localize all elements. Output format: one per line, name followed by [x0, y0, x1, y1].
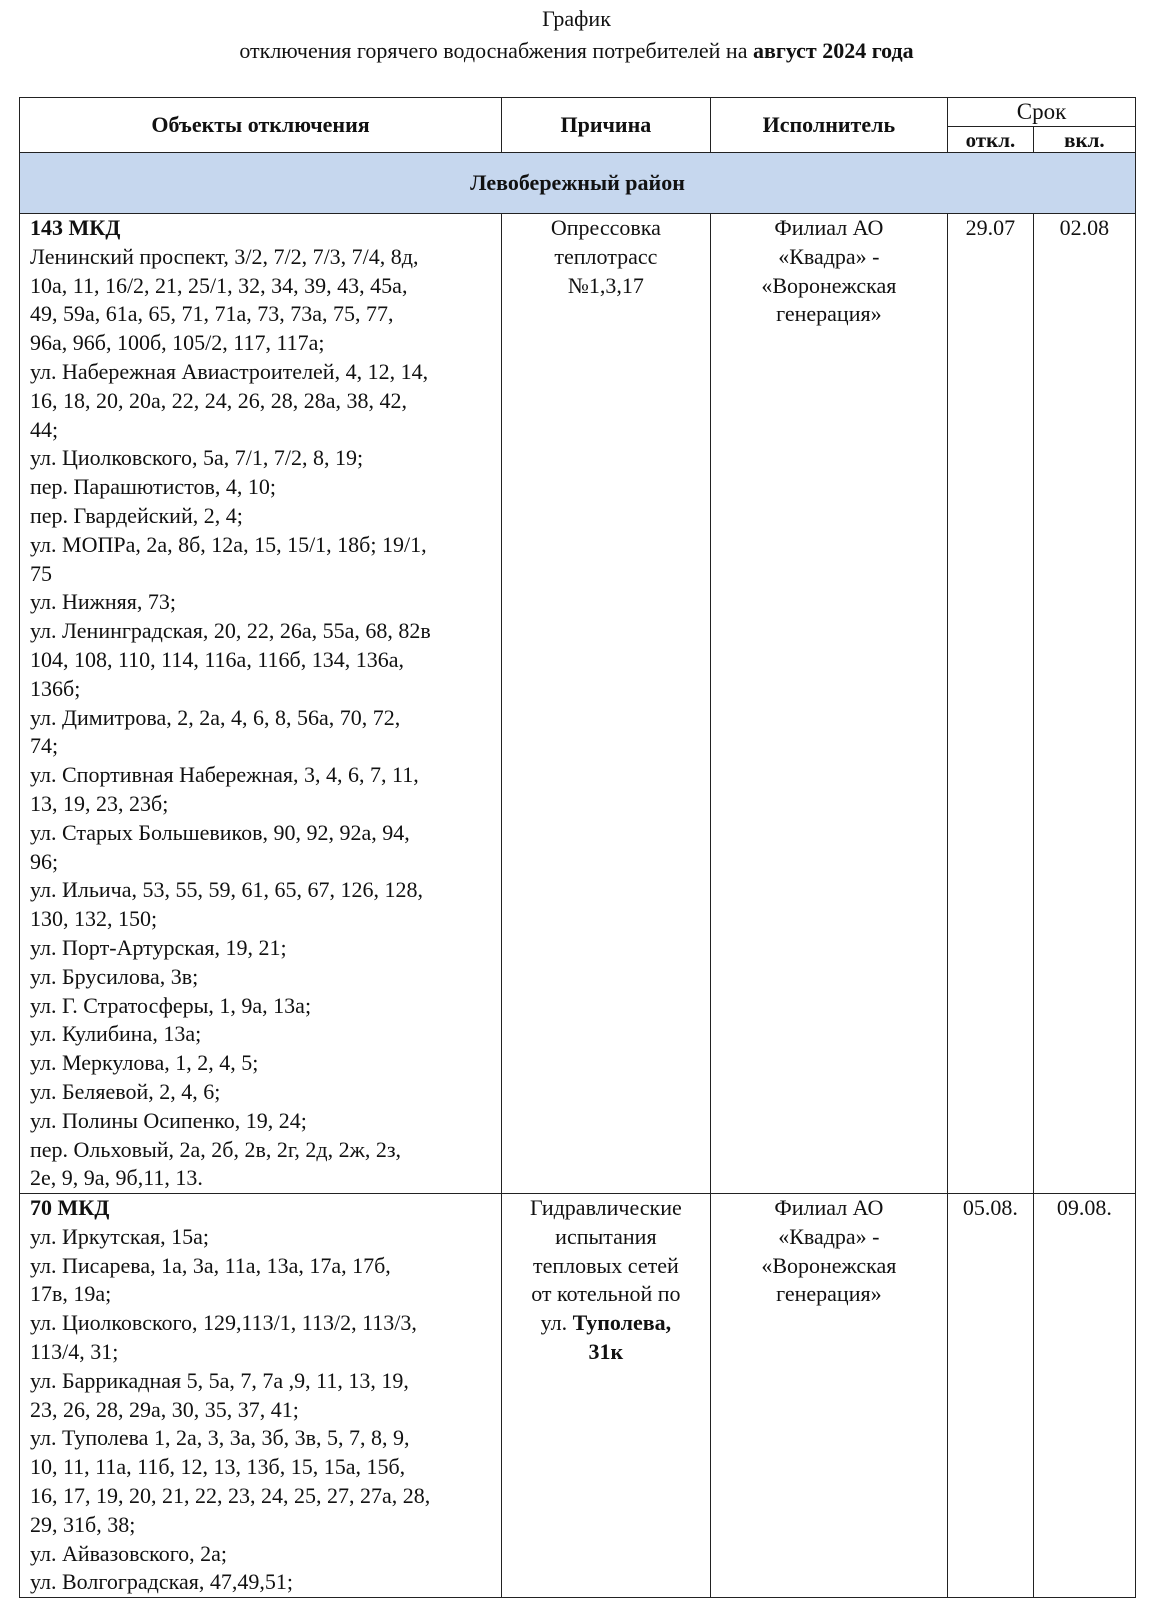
- text-line: теплотрасс: [554, 243, 658, 269]
- text-line: 16, 17, 19, 20, 21, 22, 23, 24, 25, 27, 27а, 28,: [30, 1483, 431, 1509]
- text-line: №1,3,17: [567, 272, 644, 298]
- text-line: ул. Волгоградская, 47,49,51;: [30, 1569, 293, 1595]
- text-line: ул. Меркулова, 1, 2, 4, 5;: [30, 1050, 259, 1076]
- text-line: «Воронежская: [761, 1252, 897, 1278]
- executor-cell: [710, 214, 947, 1194]
- district-row: [20, 153, 1136, 214]
- executor-cell: [710, 1194, 947, 1598]
- text-line: Опрессовка: [550, 215, 661, 240]
- text-line: 130, 132, 150;: [30, 906, 158, 932]
- text-line: 29, 31б, 38;: [30, 1511, 136, 1537]
- text-line: 136б;: [30, 675, 81, 701]
- text-line: 16, 18, 20, 20а, 22, 24, 26, 28, 28а, 38, 42,: [30, 387, 408, 413]
- off-date: 29.07: [948, 214, 1034, 1194]
- text-line: пер. Гвардейский, 2, 4;: [30, 502, 243, 528]
- text-line: ул. Айвазовского, 2а;: [30, 1540, 228, 1566]
- text-line: «Квадра» -: [778, 243, 880, 269]
- text-line: ул. Ильича, 53, 55, 59, 61, 65, 67, 126, 128,: [30, 877, 424, 903]
- text-line: ул. Циолковского, 5а, 7/1, 7/2, 8, 19;: [30, 445, 364, 471]
- address-list: [30, 1223, 493, 1597]
- text-line: 10, 11, 11а, 11б, 12, 13, 13б, 15, 15а, 15б,: [30, 1454, 406, 1480]
- text-line: ул. Старых Большевиков, 90, 92, 92а, 94,: [30, 819, 410, 845]
- column-header-term: Срок: [948, 98, 1136, 127]
- text-line: ул. Беляевой, 2, 4, 6;: [30, 1078, 221, 1104]
- table-row: [20, 1194, 1136, 1598]
- text-line: ул. Баррикадная 5, 5а, 7, 7а ,9, 11, 13, 19,: [30, 1367, 409, 1393]
- column-header-objects: Объекты отключения: [20, 98, 502, 153]
- text-line: 96;: [30, 848, 59, 874]
- address-list: [30, 243, 493, 1193]
- text-line: Филиал АО: [774, 215, 884, 240]
- on-date: 09.08.: [1033, 1194, 1135, 1598]
- text-line: 75: [30, 560, 52, 586]
- text-line: Филиал АО: [774, 1195, 884, 1221]
- off-date: 05.08.: [948, 1194, 1034, 1598]
- column-header-reason: Причина: [502, 98, 711, 153]
- text-line: ул. Набережная Авиастроителей, 4, 12, 14,: [30, 358, 429, 384]
- text-line: 104, 108, 110, 114, 116а, 116б, 134, 136а,: [30, 646, 404, 672]
- building-count: 70 МКД: [30, 1195, 110, 1221]
- text-line: ул. Спортивная Набережная, 3, 4, 6, 7, 11,: [30, 762, 419, 788]
- document-subtitle: [0, 36, 1153, 66]
- text-line: Ленинский проспект, 3/2, 7/2, 7/3, 7/4, 8д,: [30, 243, 419, 269]
- text-line: «Квадра» -: [778, 1223, 880, 1249]
- document-title: График: [542, 6, 611, 31]
- text-line: ул. Циолковского, 129,113/1, 113/2, 113/3,: [30, 1310, 417, 1336]
- text-line: генерация»: [776, 301, 882, 327]
- text-line: 17в, 19а;: [30, 1281, 112, 1307]
- reason-street-prefix: ул.: [540, 1310, 573, 1336]
- text-line: ул. Ленинградская, 20, 22, 26а, 55а, 68, 82в: [30, 618, 431, 644]
- text-line: тепловых сетей: [533, 1252, 679, 1278]
- text-line: 74;: [30, 733, 59, 759]
- on-date: 02.08: [1033, 214, 1135, 1194]
- reason-cell: [502, 1194, 711, 1598]
- subtitle-text: отключения горячего водоснабжения потребителей на: [239, 38, 753, 63]
- objects-cell: [20, 214, 502, 1194]
- text-line: 49, 59а, 61а, 65, 71, 71а, 73, 73а, 75, 77,: [30, 301, 394, 327]
- subtitle-period: август 2024 года: [752, 38, 914, 63]
- text-line: испытания: [555, 1223, 657, 1249]
- text-line: «Воронежская: [761, 272, 897, 298]
- text-line: ул. Порт-Артурская, 19, 21;: [30, 934, 287, 960]
- text-line: Гидравлические: [529, 1195, 682, 1221]
- text-line: 23, 26, 28, 29а, 30, 35, 37, 41;: [30, 1396, 299, 1422]
- schedule-table: [19, 97, 1136, 1598]
- objects-cell: [20, 1194, 502, 1598]
- reason-house: 31к: [588, 1339, 624, 1365]
- text-line: 2е, 9, 9а, 9б,11, 13.: [30, 1165, 203, 1191]
- column-header-on: вкл.: [1033, 127, 1135, 153]
- text-line: ул. Г. Стратосферы, 1, 9а, 13а;: [30, 992, 312, 1018]
- text-line: ул. Нижняя, 73;: [30, 589, 176, 615]
- header-row: [20, 98, 1136, 127]
- district-name: Левобережный район: [20, 153, 1136, 214]
- text-line: 96а, 96б, 100б, 105/2, 117, 117а;: [30, 330, 325, 356]
- text-line: ул. Димитрова, 2, 2а, 4, 6, 8, 56а, 70, 72,: [30, 704, 401, 730]
- text-line: пер. Ольховый, 2а, 2б, 2в, 2г, 2д, 2ж, 2з,: [30, 1136, 402, 1162]
- text-line: ул. Туполева 1, 2а, 3, 3а, 3б, 3в, 5, 7, 8, 9,: [30, 1425, 410, 1451]
- text-line: ул. Кулибина, 13а;: [30, 1021, 202, 1047]
- reason-cell: [502, 214, 711, 1194]
- reason-lines: [502, 1194, 710, 1309]
- reason-street: [502, 1309, 710, 1338]
- text-line: пер. Парашютистов, 4, 10;: [30, 474, 277, 500]
- text-line: 44;: [30, 416, 59, 442]
- text-line: 10а, 11, 16/2, 21, 25/1, 32, 34, 39, 43, 45а,: [30, 272, 408, 298]
- text-line: ул. Брусилова, 3в;: [30, 963, 199, 989]
- table-row: [20, 214, 1136, 1194]
- text-line: 13, 19, 23, 23б;: [30, 790, 169, 816]
- column-header-off: откл.: [948, 127, 1034, 153]
- text-line: ул. МОПРа, 2а, 8б, 12а, 15, 15/1, 18б; 19/1,: [30, 531, 427, 557]
- text-line: ул. Писарева, 1а, 3а, 11а, 13а, 17а, 17б,: [30, 1252, 391, 1278]
- building-count: 143 МКД: [30, 215, 121, 240]
- text-line: от котельной по: [531, 1281, 681, 1307]
- text-line: генерация»: [776, 1281, 882, 1307]
- column-header-executor: Исполнитель: [710, 98, 947, 153]
- text-line: 113/4, 31;: [30, 1339, 119, 1365]
- reason-street-name: Туполева,: [572, 1310, 672, 1336]
- text-line: ул. Иркутская, 15а;: [30, 1223, 210, 1249]
- text-line: ул. Полины Осипенко, 19, 24;: [30, 1107, 307, 1133]
